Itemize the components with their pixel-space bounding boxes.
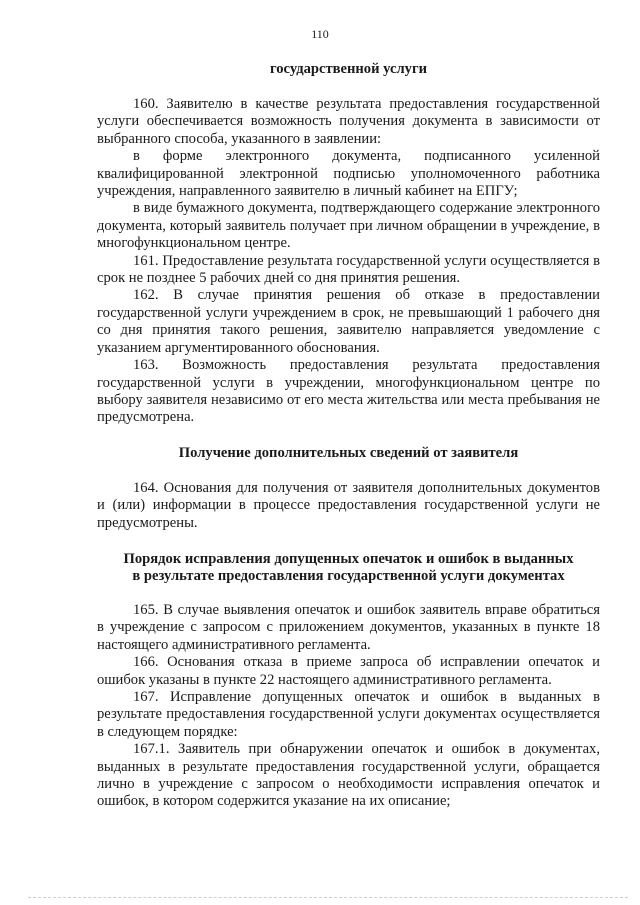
section-heading: Получение дополнительных сведений от заявителя [178,445,519,461]
section-corrections [97,551,600,586]
paragraph-160: 160. Заявителю в качестве результата предоставления государственной услуги обеспечивается возможность получения документа в зависимости от выбранного способа, указанного в заявлении: [97,96,600,147]
paragraph-167-1: 167.1. Заявитель при обнаружении опечаток и ошибок в документах, выданных в результате предоставления государственной услуги, обращается лично в учреждение с запросом о необходимости исправления опечаток и ошибок, в котором содержится указание на их описание; [97,741,600,810]
section-result-delivery [97,61,600,78]
paragraph-167: 167. Исправление допущенных опечаток и ошибок в выданных в результате предоставления государственной услуги документах осуществляется в следующем порядке: [97,689,600,740]
paragraph-163: 163. Возможность предоставления результата предоставления государственной услуги в учреждении, многофункциональном центре по выбору заявителя независимо от его места жительства или места пребывания не предусмотрена. [97,357,600,426]
paragraph-160-paper: в виде бумажного документа, подтверждающего содержание электронного документа, который заявитель получает при личном обращении в учреждение, в многофункциональном центре. [97,200,600,252]
paragraph-161: 161. Предоставление результата государственной услуги осуществляется в срок не позднее 5 рабочих дней со дня принятия решения. [97,252,600,287]
paragraph-164: 164. Основания для получения от заявителя дополнительных документов и (или) информации в процессе предоставления государственной услуги не предусмотрены. [97,480,600,531]
paragraph-165: 165. В случае выявления опечаток и ошибок заявитель вправе обратиться в учреждение с запросом с приложением документов, указанных в пункте 18 настоящего административного регламента. [97,602,600,653]
section-heading: государственной услуги [269,61,428,77]
section-corrections-paragraphs [97,602,600,811]
paragraph-162: 162. В случае принятия решения об отказе в предоставлении государственной услуги учреждением в срок, не превышающий 1 рабочего дня со дня принятия такого решения, заявителю направляется уведомление с указанием аргументированного обоснования. [97,287,600,356]
page-number: 110 [311,27,329,41]
page-bottom-edge [28,897,628,898]
paragraph-166: 166. Основания отказа в приеме запроса об исправлении опечаток и ошибок указаны в пункте 22 настоящего административного регламента. [97,654,600,688]
section-additional-info-paragraphs [97,480,600,532]
paragraph-160-electronic: в форме электронного документа, подписанного усиленной квалифицированной электронной подписью уполномоченного работника учреждения, направленного заявителю в личный кабинет на ЕПГУ; [97,148,600,200]
section-result-paragraphs [97,96,600,427]
section-heading-line-2: в результате предоставления государственной услуги документах [132,568,565,585]
section-heading-line-1: Порядок исправления допущенных опечаток и ошибок в выданных [123,551,574,567]
section-additional-info [97,445,600,462]
